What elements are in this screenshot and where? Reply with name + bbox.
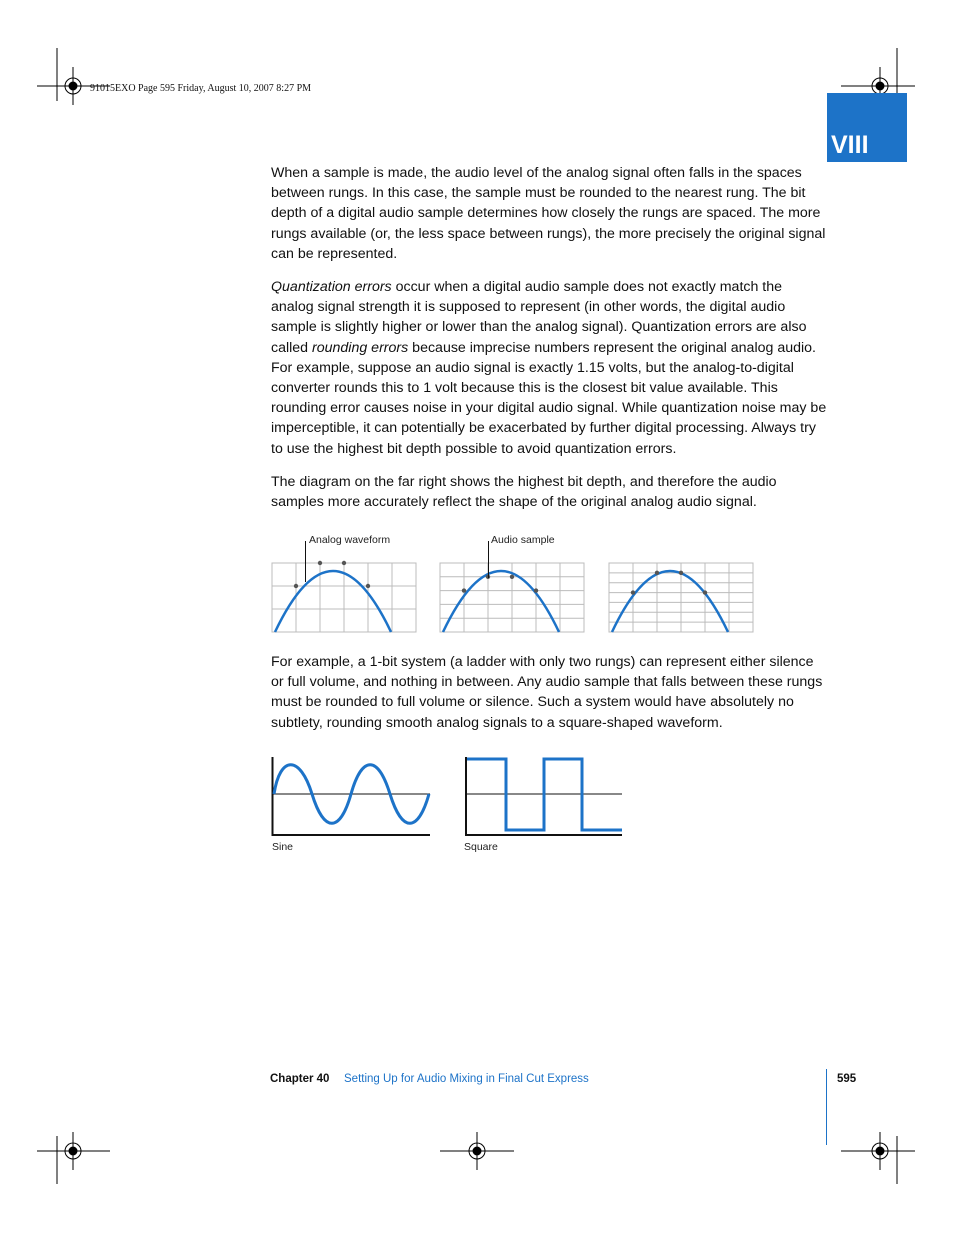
term-rounding-errors: rounding errors <box>312 339 409 356</box>
paragraph-1 <box>271 163 827 264</box>
paragraph-2-part-a: occur when a digital audio sample does not exactly match the analog signal strength it is supposed to represent (in other words, the digital audio sample is slightly higher or lower than the analog signal). Quantization errors are also called <box>271 279 807 356</box>
paragraph-2-text <box>271 277 827 459</box>
label-square: Square <box>464 841 498 853</box>
label-analog-waveform: Analog waveform <box>309 534 391 546</box>
print-slug: 91015EXO Page 595 Friday, August 10, 2007 8:27 PM <box>90 83 312 94</box>
paragraph-4 <box>271 652 827 733</box>
footer-chapter: Chapter 40 <box>270 1073 330 1085</box>
paragraph-3-text: The diagram on the far right shows the highest bit depth, and therefore the audio samples more accurately reflect the shape of the original analog audio signal. <box>271 474 777 511</box>
paragraph-4-text: For example, a 1-bit system (a ladder with only two rungs) can represent either silence or full volume, and nothing in between. Any audio sample that falls between these rungs must be rounded to full volume or silence. Such a system would have absolutely no subtlety, rounding smooth analog signals to a square-shaped waveform. <box>271 654 823 731</box>
paragraph-2-part-b: because imprecise numbers represent the original analog audio. For example, suppose an audio signal is exactly 1.15 volts, but the analog-to-digital converter rounds this to 1 volt because this is the closest bit value available. This rounding error causes noise in your digital audio signal. While quantization noise may be imperceptible, it can potentially be exacerbated by further digital processing. Always try to use the highest bit depth possible to avoid quantization errors. <box>271 339 827 457</box>
section-tab <box>827 93 907 162</box>
label-sine: Sine <box>272 841 294 853</box>
footer-chapter-title[interactable]: Setting Up for Audio Mixing in Final Cut Express <box>344 1073 589 1085</box>
footer-divider <box>826 1069 827 1145</box>
section-tab-label: VIII <box>831 131 869 159</box>
page-number: 595 <box>837 1073 857 1085</box>
term-quantization-errors: Quantization errors <box>271 279 392 295</box>
label-audio-sample: Audio sample <box>491 534 555 546</box>
paragraph-2 <box>271 277 827 459</box>
paragraph-1-text: When a sample is made, the audio level of the analog signal often falls in the spaces between rungs. In this case, the sample must be rounded to the nearest rung. The bit depth of a digital audio sample determines how closely the rungs are spaced. The more rungs available (or, the less space between rungs), the more precisely the original signal can be represented. <box>271 165 826 262</box>
paragraph-3 <box>271 472 827 512</box>
